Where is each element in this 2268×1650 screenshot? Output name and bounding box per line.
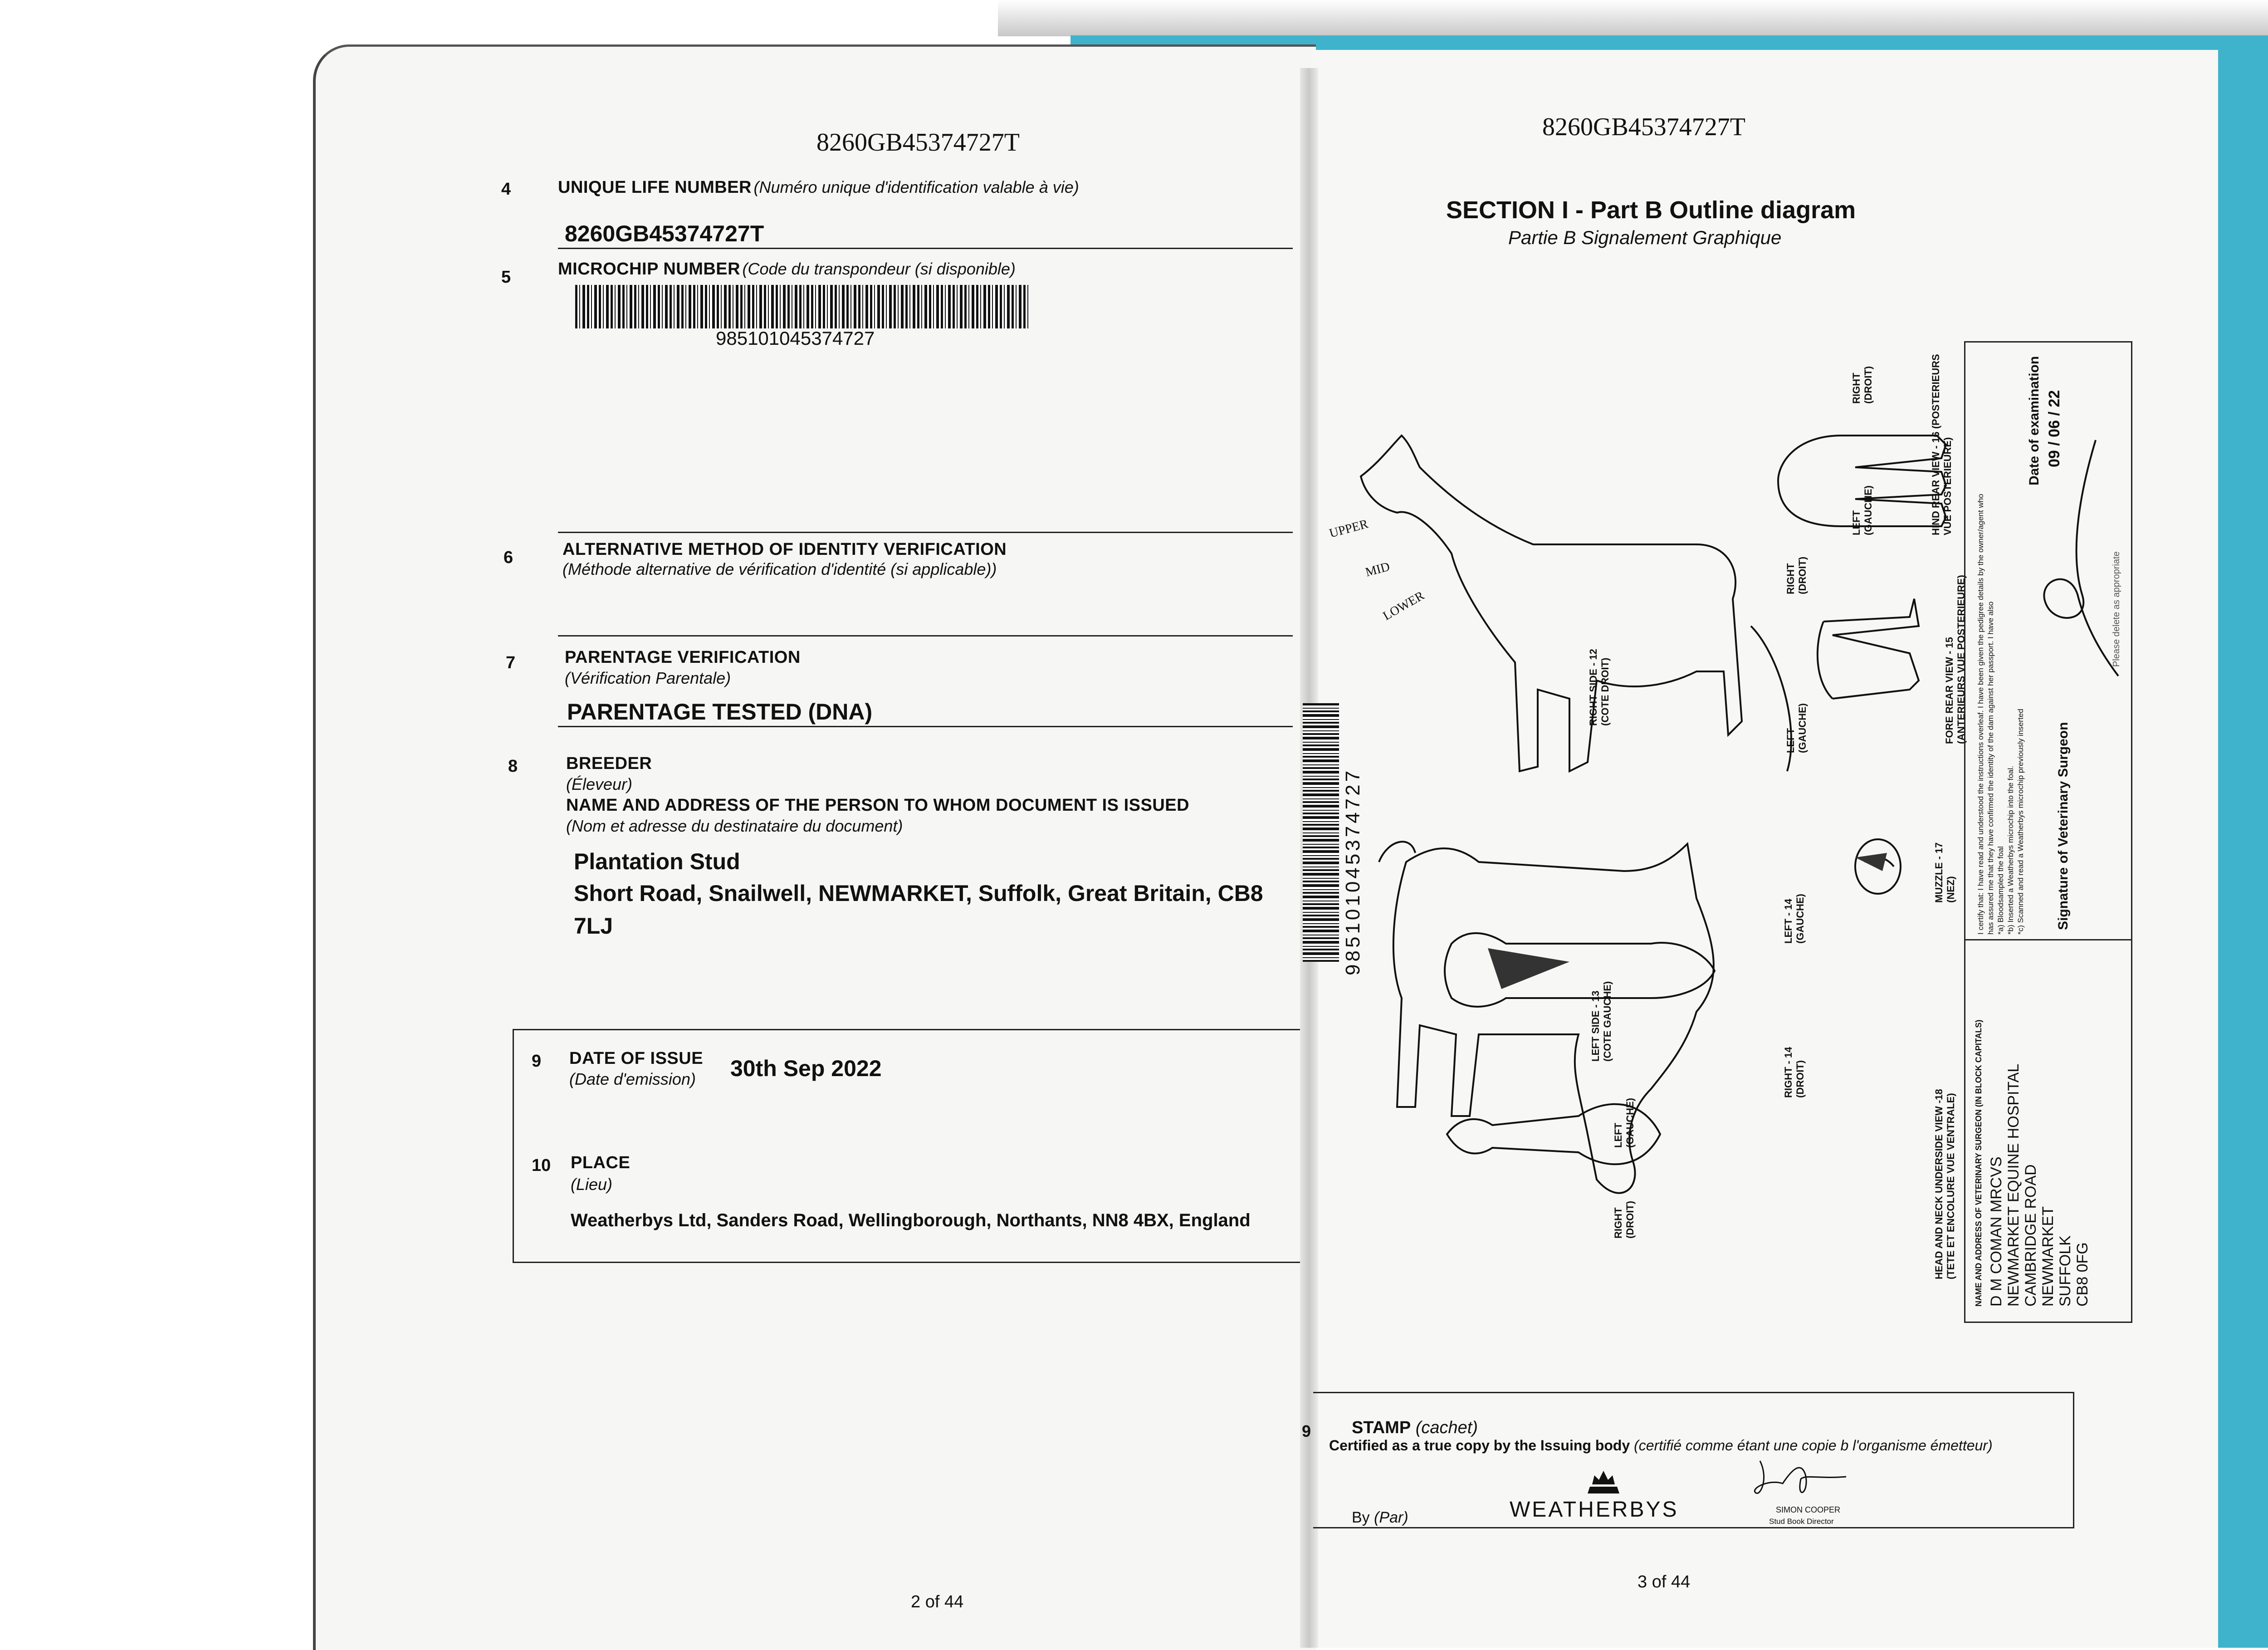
breeder-address-line1: Short Road, Snailwell, NEWMARKET, Suffolk, Great Britain, CB8	[574, 881, 1263, 906]
section-title: SECTION I - Part B Outline diagram	[1446, 196, 1856, 224]
stamp-number: 9	[1302, 1422, 1311, 1440]
horse-outline-diagram	[1343, 408, 1996, 1252]
stamp-box	[1313, 1392, 2074, 1528]
certified-text: Certified as a true copy by the Issuing body	[1329, 1437, 1630, 1454]
horse-left-side-outline	[1393, 844, 1714, 1193]
label-left-side: LEFT SIDE - 13 (COTE GAUCHE)	[1590, 981, 1613, 1062]
weatherbys-logo: WEATHERBYS	[1510, 1498, 1679, 1522]
ule-label: UNIQUE LIFE NUMBER	[558, 178, 752, 197]
recipient-label-fr: (Nom et adresse du destinataire du document)	[566, 817, 903, 835]
ule-label-row	[558, 178, 1079, 197]
right-header-id: 8260GB45374727T	[1542, 113, 1745, 141]
microchip-barcode	[575, 285, 1029, 328]
vet-address-label: NAME AND ADDRESS OF VETERINARY SURGEON (IN BLOCK CAPITALS)	[1974, 1019, 1983, 1307]
field-9-number: 9	[532, 1052, 542, 1071]
page-number-left: 2 of 44	[911, 1592, 964, 1611]
vet-line: SUFFOLK	[2057, 1235, 2074, 1307]
divider	[558, 635, 1293, 636]
exam-date-value: 09 / 06 / 22	[2046, 390, 2063, 467]
section-subtitle: Partie B Signalement Graphique	[1508, 227, 1782, 248]
label-right-14: RIGHT - 14 (DROIT)	[1783, 1047, 1806, 1098]
field-8-number: 8	[508, 757, 518, 776]
divider	[558, 248, 1293, 249]
vet-line: D M COMAN MRCVS	[1988, 1156, 2005, 1307]
divider	[558, 532, 1293, 533]
issue-date-label: DATE OF ISSUE	[569, 1049, 704, 1068]
front-view-marking	[1488, 948, 1569, 989]
microchip-label: MICROCHIP NUMBER	[558, 259, 741, 279]
field-10-number: 10	[532, 1156, 551, 1175]
signer-name: SIMON COOPER	[1776, 1505, 1841, 1514]
side-barcode	[1303, 703, 1339, 962]
field-6-number: 6	[503, 548, 513, 567]
field-7-number: 7	[506, 653, 516, 672]
alt-method-label: ALTERNATIVE METHOD OF IDENTITY VERIFICATION	[562, 540, 1007, 559]
label-left-14: LEFT - 14 (GAUCHE)	[1783, 894, 1806, 944]
microchip-label-row	[558, 259, 1016, 279]
microchip-value: 985101045374727	[716, 328, 875, 349]
label-muzzle: MUZZLE - 17 (NEZ)	[1933, 842, 1956, 903]
label-right-head: RIGHT (DROIT)	[1613, 1200, 1636, 1239]
vet-signature	[2028, 431, 2127, 685]
front-view-outline	[1445, 933, 1715, 1007]
breeder-address-line2: 7LJ	[574, 913, 613, 939]
by-label: By	[1352, 1509, 1370, 1526]
side-barcode-digits: 985101045374727	[1342, 768, 1364, 975]
signature-label: Signature of Veterinary Surgeon	[2056, 722, 2071, 930]
label-fore-rear: FORE REAR VIEW - 15 (ANTERIEURS VUE POSTERIEURE)	[1944, 575, 1967, 744]
field-5-number: 5	[501, 268, 511, 287]
certified-row	[1329, 1437, 1993, 1454]
director-signature	[1751, 1452, 1851, 1506]
label-left-hind: LEFT (GAUCHE)	[1851, 485, 1874, 535]
breeder-label: BREEDER	[566, 754, 652, 773]
microchip-label-fr: (Code du transpondeur (si disponible)	[742, 259, 1016, 278]
exam-date-label: Date of examination	[2027, 356, 2042, 485]
divider	[558, 726, 1293, 727]
label-upper: UPPER	[1328, 517, 1370, 541]
label-left-head: LEFT (GAUCHE)	[1613, 1098, 1636, 1148]
label-right-side: RIGHT SIDE - 12 (COTE DROIT)	[1588, 649, 1611, 726]
label-head-neck: HEAD AND NECK UNDERSIDE VIEW -18 (TETE ET ENCOLURE VUE VENTRALE)	[1933, 1089, 1956, 1279]
breeder-label-fr: (Éleveur)	[566, 775, 633, 793]
by-label-fr: (Par)	[1374, 1509, 1408, 1526]
label-left-fore: LEFT (GAUCHE)	[1785, 703, 1808, 753]
place-label: PLACE	[571, 1153, 631, 1172]
divider	[1964, 939, 2131, 940]
scan-shadow	[998, 0, 2268, 36]
breeder-name: Plantation Stud	[574, 849, 740, 874]
parentage-label: PARENTAGE VERIFICATION	[565, 648, 801, 667]
stamp-label: STAMP	[1352, 1418, 1411, 1437]
fore-rear-view-outline	[1818, 599, 1919, 699]
stamp-label-row	[1352, 1418, 1478, 1438]
by-row	[1352, 1509, 1408, 1527]
left-header-id: 8260GB45374727T	[816, 128, 1020, 157]
stamp-label-fr: (cachet)	[1415, 1418, 1478, 1437]
alt-method-label-fr: (Méthode alternative de vérification d'identité (si applicable))	[562, 560, 997, 578]
field-4-number: 4	[501, 180, 511, 199]
certification-text: I certify that: I have read and understood the instructions overleaf. I have been given the pedigree details by the owner/agent who has assured me that they have confirmed the identity of the dam against her passport. I have also *a) Bloodsampled the foal *b) Inserted a Weatherbys microchip into the foal. *c) Scanned and read a Weatherbys microchip previously inserted	[1976, 494, 2025, 935]
place-label-fr: (Lieu)	[571, 1175, 613, 1194]
vet-line: NEWMARKET	[2039, 1206, 2057, 1307]
label-lower: LOWER	[1380, 588, 1427, 623]
ule-label-fr: (Numéro unique d'identification valable à vie)	[753, 178, 1079, 196]
vet-line: NEWMARKET EQUINE HOSPITAL	[2005, 1063, 2022, 1307]
label-mid: MID	[1364, 559, 1392, 580]
label-right-hind: RIGHT (DROIT)	[1851, 366, 1874, 404]
signer-title: Stud Book Director	[1769, 1517, 1834, 1526]
label-hind-rear: HIND REAR VIEW - 16 (POSTERIEURS VUE POSTERIEURE)	[1930, 354, 1953, 535]
stamp-hint: Please delete as appropriate	[2112, 551, 2121, 667]
recipient-label: NAME AND ADDRESS OF THE PERSON TO WHOM DOCUMENT IS ISSUED	[566, 796, 1190, 815]
weatherbys-crest-icon	[1583, 1462, 1624, 1498]
label-right-fore: RIGHT (DROIT)	[1785, 556, 1808, 594]
vet-line: CB8 0FG	[2074, 1242, 2091, 1307]
parentage-value: PARENTAGE TESTED (DNA)	[567, 699, 873, 725]
issue-date-value: 30th Sep 2022	[730, 1056, 882, 1081]
page-number-right: 3 of 44	[1637, 1572, 1691, 1591]
vet-address-block	[1988, 1064, 2091, 1307]
place-value: Weatherbys Ltd, Sanders Road, Wellingborough, Northants, NN8 4BX, England	[571, 1210, 1251, 1230]
parentage-label-fr: (Vérification Parentale)	[565, 669, 731, 687]
ule-value: 8260GB45374727T	[565, 221, 764, 246]
issue-date-label-fr: (Date d'emission)	[569, 1070, 696, 1088]
vet-line: CAMBRIDGE ROAD	[2022, 1164, 2039, 1307]
muzzle-marking	[1855, 853, 1887, 871]
certified-text-fr: (certifié comme étant une copie b l'organisme émetteur)	[1634, 1437, 1993, 1454]
